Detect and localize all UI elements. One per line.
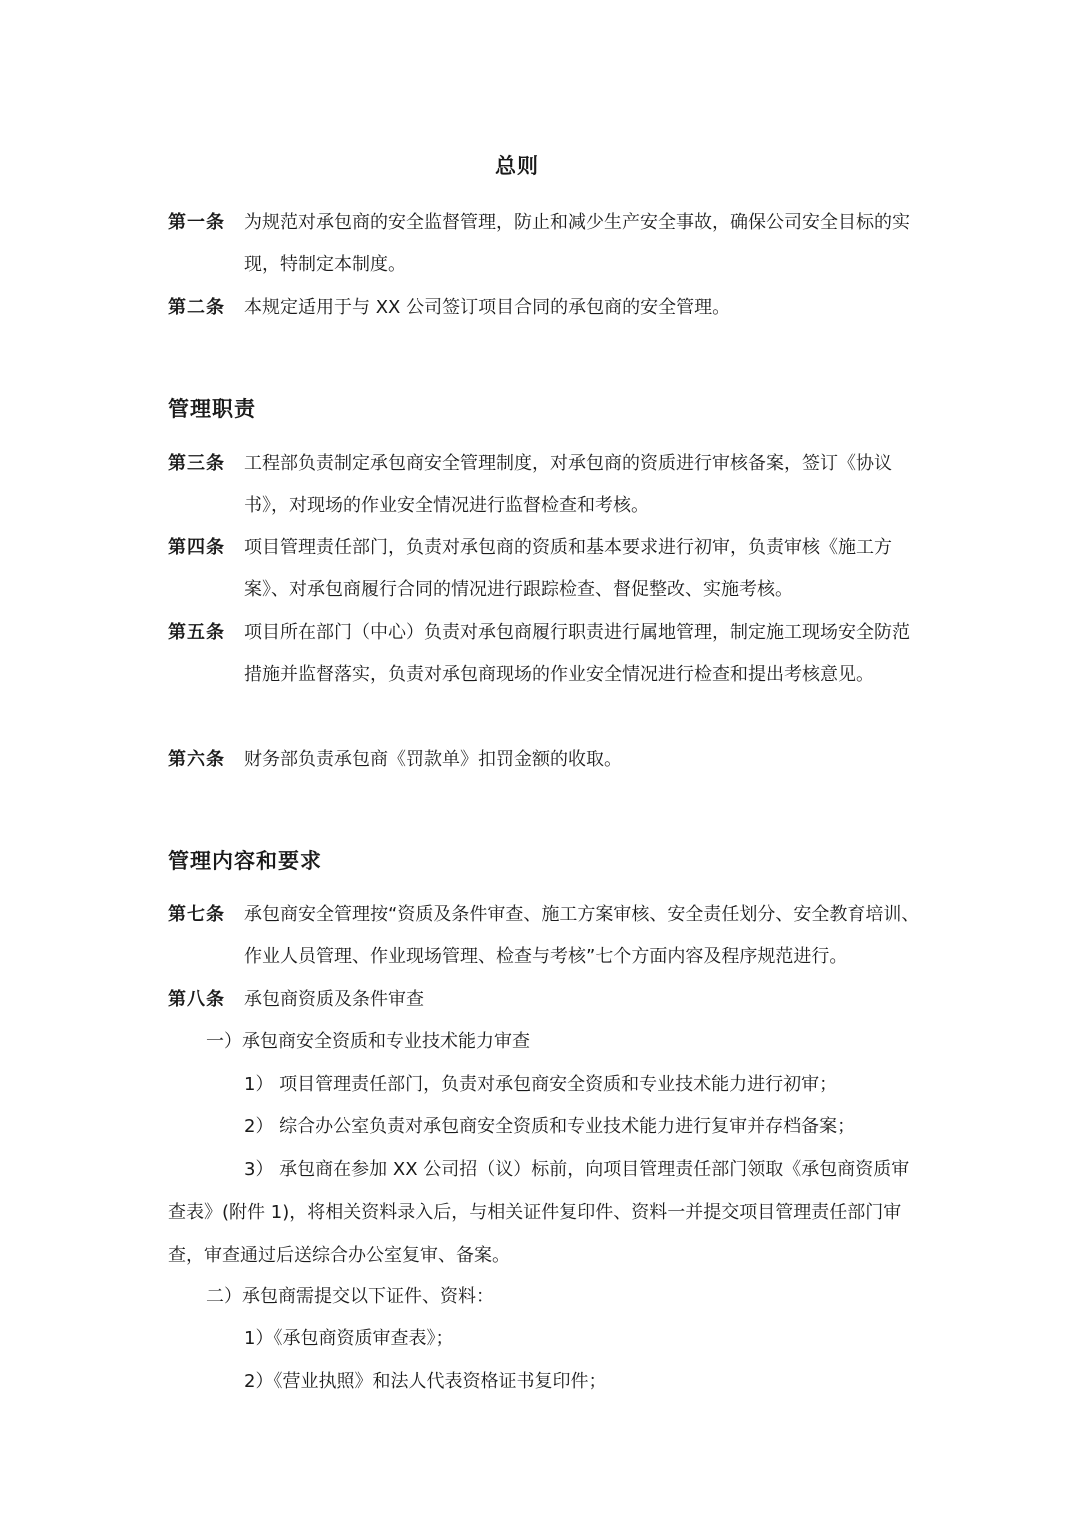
article-number: 第一条 <box>168 212 225 233</box>
article-text: 工程部负责制定承包商安全管理制度，对承包商的资质进行审核备案，签订《协议书》，对现场的作业安全情况进行监督检查和考核。 <box>244 453 892 516</box>
list-item: 1） 项目管理责任部门，负责对承包商安全资质和专业技术能力进行初审； <box>244 1074 838 1095</box>
article-1 <box>168 202 928 286</box>
article-7 <box>168 894 928 978</box>
article-text: 项目管理责任部门，负责对承包商的资质和基本要求进行初审，负责审核《施工方案》、对承包商履行合同的情况进行跟踪检查、督促整改、实施考核。 <box>244 537 892 600</box>
list-item-paragraph: 3） 承包商在参加 XX 公司招（议）标前，向项目管理责任部门领取《承包商资质审查表》(附件 1)，将相关资料录入后，与相关证件复印件、资料一并提交项目管理责任部门审查，审查通过后送综合办公室复审、备案。 <box>168 1159 910 1266</box>
article-text: 本规定适用于与 XX 公司签订项目合同的承包商的安全管理。 <box>244 297 731 318</box>
article-6 <box>168 739 928 781</box>
section-heading-responsibilities: 管理职责 <box>168 397 256 421</box>
article-3 <box>168 443 928 527</box>
article-text: 承包商资质及条件审查 <box>244 989 424 1010</box>
article-number: 第三条 <box>168 453 225 474</box>
list-item: 1）《承包商资质审查表》； <box>244 1328 454 1349</box>
list-item: 2） 综合办公室负责对承包商安全资质和专业技术能力进行复审并存档备案； <box>244 1116 856 1137</box>
list-item: 2）《营业执照》和法人代表资格证书复印件； <box>244 1371 607 1392</box>
section-heading-content: 管理内容和要求 <box>168 849 322 873</box>
article-number: 第五条 <box>168 622 225 643</box>
article-5 <box>168 612 928 696</box>
article-number: 第七条 <box>168 904 225 925</box>
article-2 <box>168 287 928 329</box>
article-number: 第八条 <box>168 989 225 1010</box>
document-title: 总则 <box>495 154 539 178</box>
article-4 <box>168 527 928 611</box>
subsection-title: 一）承包商安全资质和专业技术能力审查 <box>206 1031 530 1052</box>
article-8 <box>168 979 928 1021</box>
article-text: 承包商安全管理按“资质及条件审查、施工方案审核、安全责任划分、安全教育培训、作业人员管理、作业现场管理、检查与考核”七个方面内容及程序规范进行。 <box>244 904 920 967</box>
article-text: 财务部负责承包商《罚款单》扣罚金额的收取。 <box>244 749 622 770</box>
article-number: 第六条 <box>168 749 225 770</box>
article-number: 第四条 <box>168 537 225 558</box>
article-text: 为规范对承包商的安全监督管理，防止和减少生产安全事故，确保公司安全目标的实现，特制定本制度。 <box>244 212 910 275</box>
article-text: 项目所在部门（中心）负责对承包商履行职责进行属地管理，制定施工现场安全防范措施并监督落实，负责对承包商现场的作业安全情况进行检查和提出考核意见。 <box>244 622 910 685</box>
subsection-title: 二）承包商需提交以下证件、资料： <box>206 1286 494 1307</box>
article-number: 第二条 <box>168 297 225 318</box>
